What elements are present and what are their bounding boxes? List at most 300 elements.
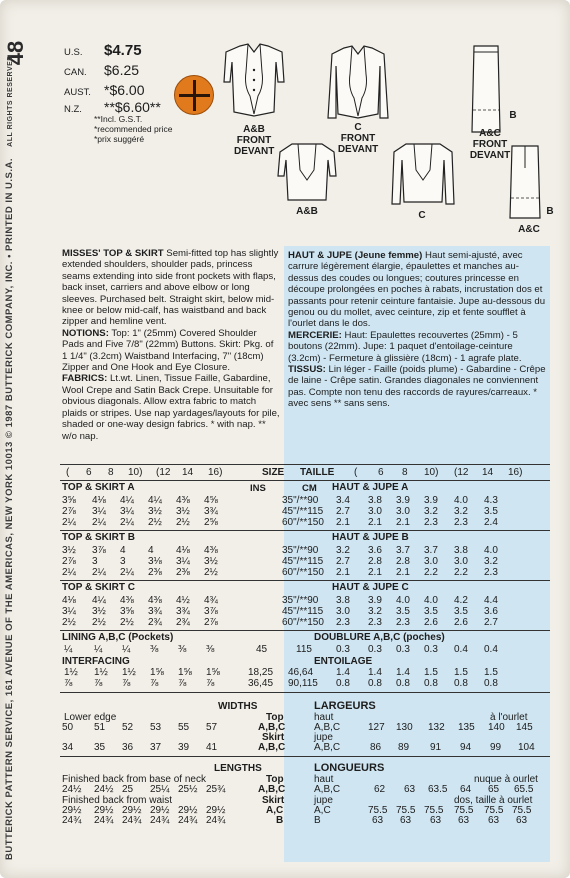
ins-label: INS xyxy=(250,483,266,494)
top-label: Top xyxy=(266,774,284,785)
widths-label: WIDTHS xyxy=(218,701,258,712)
publisher-side-text xyxy=(4,55,15,860)
skirt-label: Skirt xyxy=(262,795,285,806)
pattern-number: 48 xyxy=(3,40,29,66)
yardage-value-fr: 4.3 xyxy=(484,495,498,506)
lining-cm: 115 xyxy=(296,644,312,655)
interfacing-value-fr: 1.5 xyxy=(424,667,438,678)
price-row xyxy=(64,42,174,62)
yardage-value: 2¼ xyxy=(62,517,76,528)
yardage-value: 3¼ xyxy=(92,506,106,517)
width-top-value: 51 xyxy=(94,722,106,733)
yardage-value-fr: 3.0 xyxy=(424,556,438,567)
length-skirt-ac-value-fr: 75.5 xyxy=(454,805,474,816)
lengths-label: LENGTHS xyxy=(214,763,262,774)
tissus-text: Lin léger - Faille (poids plume) - Gabardine - Crêpe de laine - Crêpe satin. Grandes diagonales ne conviennent pas. Compte non tenu des raccords de rayures/carreaux. * avec sens ** sans sens. xyxy=(288,364,546,410)
interfacing-rule xyxy=(60,692,550,693)
yardage-value-fr: 3.2 xyxy=(368,606,382,617)
yardage-value-fr: 2.3 xyxy=(368,617,382,628)
table-top-rule xyxy=(60,464,550,465)
a-lourlet-label: à l'ourlet xyxy=(490,712,528,723)
lining-value: ¼ xyxy=(64,644,73,655)
interfacing-value: ⅞ xyxy=(64,678,73,689)
length-top-value: 25 xyxy=(122,784,134,795)
yardage-value: 2¼ xyxy=(92,567,106,578)
yardage-value-fr: 2.3 xyxy=(484,567,498,578)
french-title: HAUT & JUPE (Jeune femme) xyxy=(288,250,423,261)
width-skirt-value: 36 xyxy=(122,742,134,753)
yardage-value: 3 xyxy=(92,556,98,567)
size-header: (12 xyxy=(156,467,171,478)
size-header-fr: 8 xyxy=(402,467,408,478)
notions-text: Top: 1" (25mm) Covered Shoulder Pads and Five 7/8" (22mm) Buttons. Skirt: Pkg. of 1 1/4" (3.2cm) Waistband Interfacing, 7" (18cm) Zipper and One Hook and Eye Closure. xyxy=(62,327,274,374)
yardage-value-fr: 2.1 xyxy=(396,517,410,528)
interfacing-value-fr: 0.8 xyxy=(368,678,382,689)
caption-c-front: C FRONT DEVANT xyxy=(337,122,379,155)
yardage-value: 3⅛ xyxy=(148,556,162,567)
yardage-value-fr: 3.5 xyxy=(424,606,438,617)
interfacing-width: 36,45 xyxy=(248,678,274,689)
length-top-value: 24½ xyxy=(62,784,82,795)
yardage-value-fr: 3.0 xyxy=(336,606,350,617)
width-top-value: 55 xyxy=(178,722,190,733)
yardage-value: 2¾ xyxy=(176,617,190,628)
length-skirt-b-value: 24¾ xyxy=(150,815,170,826)
section-title-fr: HAUT & JUPE B xyxy=(332,532,409,543)
rights-text: ALL RIGHTS RESERVED xyxy=(7,55,14,147)
size-header: 16) xyxy=(208,467,223,478)
yardage-value: 4⅜ xyxy=(176,495,190,506)
table-header-rule xyxy=(60,480,550,481)
interfacing-value: ⅞ xyxy=(94,678,103,689)
width-top-value: 53 xyxy=(150,722,162,733)
length-skirt-ac-value-fr: 75.5 xyxy=(424,805,444,816)
length-skirt-ac-value: 29½ xyxy=(122,805,142,816)
length-top-value: 24½ xyxy=(94,784,114,795)
price-amount: $4.75 xyxy=(104,42,142,59)
yardage-value-fr: 4.4 xyxy=(484,595,498,606)
interfacing-cm: 46,64 xyxy=(288,667,314,678)
interfacing-value-fr: 1.4 xyxy=(368,667,382,678)
top-views: A,B,C xyxy=(258,722,286,733)
width-skirt-value: 37 xyxy=(150,742,162,753)
section-title: TOP & SKIRT A xyxy=(62,482,135,493)
interfacing-title: INTERFACING xyxy=(62,656,130,667)
width-top-value-fr: 132 xyxy=(428,722,445,733)
price-country: U.S. xyxy=(64,47,83,58)
length-skirt-b-value-fr: 63 xyxy=(372,815,384,826)
yardage-value-fr: 3.7 xyxy=(424,545,438,556)
english-title: MISSES' TOP & SKIRT xyxy=(62,248,164,259)
yardage-value: 4⅛ xyxy=(176,545,190,556)
price-amount: *$6.00 xyxy=(104,82,145,98)
yardage-value-fr: 3.9 xyxy=(424,495,438,506)
caption-ac-front: A&C FRONT DEVANT xyxy=(469,128,511,161)
skirt-views: A,B,C xyxy=(258,742,286,753)
yardage-value-fr: 2.2 xyxy=(454,567,468,578)
widths-rule xyxy=(60,756,550,757)
jacket-ab-front-sketch xyxy=(222,42,286,122)
yardage-value: 4¼ xyxy=(120,495,134,506)
fabric-width: 35"/**90 xyxy=(282,545,319,556)
price-row xyxy=(64,82,174,99)
fabrics-text: Lt.wt. Linen, Tissue Faille, Gabardine, Wool Crepe and Satin Back Crepe. Unsuitable for obvious diagonals. Allow extra fabric to match plaids or stripes. Use nap yardages/layouts for pile, shaded or one-way design fabrics. * with nap. ** w/o nap. xyxy=(62,373,280,442)
size-header: 10) xyxy=(128,467,143,478)
caption-ac-back: A&C xyxy=(518,224,540,235)
caption-ab-back: A&B xyxy=(296,206,318,217)
section-title: TOP & SKIRT B xyxy=(62,532,135,543)
yardage-value: 4⅛ xyxy=(62,595,76,606)
yardage-value-fr: 2.7 xyxy=(484,617,498,628)
yardage-value-fr: 3.0 xyxy=(368,506,382,517)
length-top-value-fr: 63 xyxy=(404,784,416,795)
fabric-width: 45"/**115 xyxy=(282,606,324,617)
width-top-value-fr: 135 xyxy=(458,722,475,733)
yardage-value: 2½ xyxy=(148,517,162,528)
interfacing-value: ⅞ xyxy=(122,678,131,689)
yardage-value: 3¼ xyxy=(62,606,76,617)
lower-edge-label: Lower edge xyxy=(64,712,117,723)
dos-label: dos, taille à ourlet xyxy=(454,795,533,806)
length-skirt-b-value-fr: 63 xyxy=(516,815,528,826)
length-skirt-b-value-fr: 63 xyxy=(400,815,412,826)
yardage-value: 4⅜ xyxy=(148,595,162,606)
width-skirt-value: 35 xyxy=(94,742,106,753)
length-skirt-ac-value: 29½ xyxy=(150,805,170,816)
length-skirt-ac-value: 29½ xyxy=(178,805,198,816)
lining-title: LINING A,B,C (Pockets) xyxy=(62,632,174,643)
english-body: Semi-fitted top has slightly extended shoulders, shoulder pads, princess seams extending into side front pockets with flaps, back inset, carriers and above elbow or long sleeves. Purchased belt. Straight skirt, below mid-knee or below mid-calf, has waistband and back zipper and hemline vent. xyxy=(62,248,279,328)
width-skirt-value-fr: 86 xyxy=(370,742,382,753)
yardage-value-fr: 2.3 xyxy=(336,617,350,628)
lining-value-fr: 0.3 xyxy=(368,644,382,655)
lining-value: ¼ xyxy=(122,644,131,655)
interfacing-value-fr: 1.5 xyxy=(454,667,468,678)
yardage-value: 2⅝ xyxy=(204,517,218,528)
skirt-views-b: B xyxy=(276,815,284,826)
yardage-value: 2⅜ xyxy=(148,567,162,578)
jupe-views-ac: A,C xyxy=(314,805,331,816)
interfacing-value-fr: 0.8 xyxy=(454,678,468,689)
skirt-views-ac: A,C xyxy=(266,805,284,816)
length-skirt-b-value-fr: 63 xyxy=(458,815,470,826)
yardage-value: 2½ xyxy=(120,617,134,628)
french-description xyxy=(288,250,546,410)
fabric-width: 60"/**150 xyxy=(282,567,324,578)
length-skirt-b-value: 24¾ xyxy=(206,815,226,826)
lining-value: ¼ xyxy=(94,644,103,655)
yardage-value-fr: 3.0 xyxy=(396,506,410,517)
length-top-value-fr: 65.5 xyxy=(514,784,534,795)
cm-label: CM xyxy=(302,483,317,494)
taille-label: TAILLE xyxy=(300,467,335,478)
size-header-fr: (12 xyxy=(454,467,469,478)
yardage-value-fr: 2.8 xyxy=(396,556,410,567)
jacket-c-back-sketch xyxy=(390,140,456,210)
interfacing-value-fr: 1.5 xyxy=(484,667,498,678)
fabric-width: 45"/**115 xyxy=(282,506,324,517)
yardage-value: 4 xyxy=(120,545,126,556)
size-header-fr: 16) xyxy=(508,467,523,478)
yardage-value-fr: 3.2 xyxy=(336,545,350,556)
yardage-value-fr: 2.1 xyxy=(368,517,382,528)
lining-value: ⅜ xyxy=(178,644,187,655)
nuque-label: nuque à ourlet xyxy=(474,774,538,785)
yardage-value-fr: 3.4 xyxy=(336,495,350,506)
yardage-value: 4¾ xyxy=(204,595,218,606)
width-top-value-fr: 140 xyxy=(488,722,505,733)
yardage-value-fr: 2.3 xyxy=(396,617,410,628)
yardage-value-fr: 2.7 xyxy=(336,506,350,517)
lining-value-fr: 0.3 xyxy=(396,644,410,655)
width-skirt-value: 41 xyxy=(206,742,218,753)
yardage-value-fr: 2.3 xyxy=(454,517,468,528)
width-skirt-value-fr: 94 xyxy=(460,742,472,753)
jacket-c-front-sketch xyxy=(326,44,390,122)
yardage-value: 2½ xyxy=(204,567,218,578)
price-country: AUST. xyxy=(64,87,91,98)
size-header-fr: 6 xyxy=(378,467,384,478)
french-body: Haut semi-ajusté, avec carrure légèrement élargie, épaulettes et manches au-dessus des coudes ou longues; coutures princesse en découpe prolongées en poches à rabats, incrustation dos et passants pour retenir ceinture fantaisie. Jupe au-dessous du genou ou du mollet, avec ceinture, zip et fente soufflet à l'ourlet dans le dos. xyxy=(288,250,546,330)
width-top-value: 52 xyxy=(122,722,134,733)
interfacing-value: 1⅝ xyxy=(206,667,220,678)
caption-b: B xyxy=(509,110,517,121)
width-skirt-value: 34 xyxy=(62,742,74,753)
width-skirt-value-fr: 91 xyxy=(430,742,442,753)
mercerie-label: MERCERIE: xyxy=(288,329,342,341)
lining-width: 45 xyxy=(256,644,268,655)
notions-label: NOTIONS: xyxy=(62,327,109,339)
width-top-value-fr: 130 xyxy=(396,722,413,733)
skirt-label: Skirt xyxy=(262,732,285,743)
section-rule xyxy=(60,580,550,581)
yardage-value-fr: 3.2 xyxy=(484,556,498,567)
yardage-value-fr: 2.1 xyxy=(336,517,350,528)
jacket-ab-back-sketch xyxy=(276,140,338,204)
fabric-width: 45"/**115 xyxy=(282,556,324,567)
yardage-value-fr: 3.5 xyxy=(396,606,410,617)
yardage-value-fr: 2.8 xyxy=(368,556,382,567)
publisher-address: BUTTERICK PATTERN SERVICE, 161 AVENUE OF THE AMERICAS, NEW YORK 10013 © 1987 BUTTERICK COMPANY, INC. • PRINTED IN U.S.A. xyxy=(4,157,15,860)
yardage-value: 4⅜ xyxy=(120,595,134,606)
length-skirt-b-value-fr: 63 xyxy=(488,815,500,826)
multi-size-cross-icon xyxy=(174,75,214,115)
yardage-value: 2½ xyxy=(62,617,76,628)
interfacing-cm: 90,115 xyxy=(288,678,318,689)
price-note: *recommended price xyxy=(94,124,173,134)
skirt-back-sketch xyxy=(506,144,544,220)
haut-views: A,B,C xyxy=(314,784,341,795)
interfacing-value: 1⅝ xyxy=(150,667,164,678)
yardage-value: 3⅞ xyxy=(204,606,218,617)
interfacing-value-fr: 1.4 xyxy=(396,667,410,678)
yardage-value: 3½ xyxy=(204,556,218,567)
section-title-fr: HAUT & JUPE A xyxy=(332,482,409,493)
longueurs-label: LONGUEURS xyxy=(314,762,385,774)
yardage-value-fr: 2.3 xyxy=(424,517,438,528)
yardage-value-fr: 3.6 xyxy=(368,545,382,556)
length-top-value-fr: 65 xyxy=(488,784,500,795)
price-row xyxy=(64,62,174,82)
interfacing-value-fr: 0.8 xyxy=(396,678,410,689)
caption-ab-front: A&B FRONT DEVANT xyxy=(234,124,275,157)
length-top-value-fr: 63.5 xyxy=(428,784,448,795)
interfacing-value-fr: 0.8 xyxy=(424,678,438,689)
interfacing-value: ⅞ xyxy=(150,678,159,689)
interfacing-value-fr: 1.4 xyxy=(336,667,350,678)
interfacing-value: 1½ xyxy=(122,667,136,678)
yardage-value-fr: 3.8 xyxy=(454,545,468,556)
yardage-value: 3¾ xyxy=(148,606,162,617)
price-country: CAN. xyxy=(64,67,87,78)
interfacing-value: 1½ xyxy=(94,667,108,678)
yardage-value-fr: 3.9 xyxy=(368,595,382,606)
yardage-value: 2⅞ xyxy=(204,617,218,628)
fabrics-label: FABRICS: xyxy=(62,373,108,385)
caption-b-back: B xyxy=(546,206,554,217)
width-skirt-value-fr: 104 xyxy=(518,742,535,753)
width-top-value: 50 xyxy=(62,722,74,733)
lining-value: ⅜ xyxy=(150,644,159,655)
price-note: **Incl. G.S.T. xyxy=(94,114,143,124)
yardage-value: 3½ xyxy=(62,545,76,556)
price-amount: **$6.60** xyxy=(104,99,161,115)
yardage-value-fr: 2.7 xyxy=(336,556,350,567)
size-label: SIZE xyxy=(262,467,285,478)
yardage-value-fr: 4.0 xyxy=(424,595,438,606)
interfacing-value: ⅞ xyxy=(178,678,187,689)
caption-c-back: C xyxy=(418,210,426,221)
yardage-value-fr: 3.7 xyxy=(396,545,410,556)
top-label: Top xyxy=(266,712,284,723)
size-header: 14 xyxy=(182,467,194,478)
length-skirt-ac-value: 29½ xyxy=(62,805,82,816)
yardage-value: 2¼ xyxy=(120,567,134,578)
yardage-value: 4½ xyxy=(176,595,190,606)
haut-label: haut xyxy=(314,712,334,723)
interfacing-value: 1⅝ xyxy=(178,667,192,678)
yardage-value-fr: 4.0 xyxy=(484,545,498,556)
yardage-value-fr: 2.4 xyxy=(484,517,498,528)
yardage-value: 4⅝ xyxy=(204,495,218,506)
english-description xyxy=(62,248,280,442)
lining-title-fr: DOUBLURE A,B,C (poches) xyxy=(314,632,445,643)
yardage-value-fr: 3.0 xyxy=(454,556,468,567)
yardage-value-fr: 4.2 xyxy=(454,595,468,606)
yardage-value-fr: 3.2 xyxy=(454,506,468,517)
yardage-value: 3⅝ xyxy=(62,495,76,506)
largeurs-label: LARGEURS xyxy=(314,700,376,712)
yardage-value: 2¼ xyxy=(120,517,134,528)
length-top-value: 25¾ xyxy=(206,784,226,795)
yardage-value-fr: 3.8 xyxy=(336,595,350,606)
yardage-value: 3½ xyxy=(148,506,162,517)
length-skirt-b-value: 24¾ xyxy=(62,815,82,826)
size-header: ( xyxy=(66,467,70,478)
width-top-value-fr: 127 xyxy=(368,722,385,733)
yardage-value-fr: 3.9 xyxy=(396,495,410,506)
length-skirt-b-value: 24¾ xyxy=(94,815,114,826)
fabric-width: 35"/**90 xyxy=(282,595,319,606)
size-header: 6 xyxy=(86,467,92,478)
yardage-value-fr: 2.1 xyxy=(396,567,410,578)
lining-value-fr: 0.3 xyxy=(424,644,438,655)
price-country: N.Z. xyxy=(64,104,82,115)
yardage-value: 2¼ xyxy=(92,517,106,528)
section-title: TOP & SKIRT C xyxy=(62,582,135,593)
yardage-value: 4⅜ xyxy=(204,545,218,556)
yardage-value: 3¼ xyxy=(120,506,134,517)
price-amount: $6.25 xyxy=(104,62,140,78)
yardage-value: 3¾ xyxy=(176,606,190,617)
length-top-value-fr: 62 xyxy=(374,784,386,795)
yardage-value: 3 xyxy=(120,556,126,567)
length-skirt-b-value: 24¾ xyxy=(122,815,142,826)
interfacing-value-fr: 0.8 xyxy=(484,678,498,689)
lining-value-fr: 0.4 xyxy=(454,644,468,655)
haut-views: A,B,C xyxy=(314,722,341,733)
yardage-value-fr: 2.1 xyxy=(368,567,382,578)
top-views: A,B,C xyxy=(258,784,286,795)
yardage-value: 3⅝ xyxy=(120,606,134,617)
price-row xyxy=(64,99,174,114)
section-title-fr: HAUT & JUPE C xyxy=(332,582,409,593)
lining-value: ⅜ xyxy=(206,644,215,655)
yardage-value-fr: 3.2 xyxy=(424,506,438,517)
lining-rule xyxy=(60,630,550,631)
yardage-value: 4¼ xyxy=(92,595,106,606)
interfacing-value: 1½ xyxy=(64,667,78,678)
yardage-value: 3¾ xyxy=(204,506,218,517)
yardage-value: 2⅞ xyxy=(62,556,76,567)
yardage-value-fr: 2.6 xyxy=(424,617,438,628)
length-skirt-ac-value-fr: 75.5 xyxy=(512,805,532,816)
width-top-value-fr: 145 xyxy=(516,722,533,733)
mercerie-text: Haut: Epaulettes recouvertes (25mm) - 5 boutons (22mm). Jupe: 1 paquet d'entoilage-ceinture (3.2cm) - Fermeture à glissière (18cm) - 1 agrafe plate. xyxy=(288,329,522,364)
yardage-value: 2¼ xyxy=(62,567,76,578)
yardage-value-fr: 2.2 xyxy=(424,567,438,578)
yardage-value: 2½ xyxy=(176,517,190,528)
interfacing-title-fr: ENTOILAGE xyxy=(314,656,373,667)
size-header: 8 xyxy=(108,467,114,478)
yardage-value: 3¼ xyxy=(176,556,190,567)
interfacing-width: 18,25 xyxy=(248,667,274,678)
yardage-value-fr: 2.6 xyxy=(454,617,468,628)
yardage-value: 4⅛ xyxy=(92,495,106,506)
yardage-value: 4 xyxy=(148,545,154,556)
width-top-value: 57 xyxy=(206,722,218,733)
yardage-value-fr: 4.0 xyxy=(454,495,468,506)
yardage-value-fr: 3.8 xyxy=(368,495,382,506)
yardage-value: 2½ xyxy=(92,617,106,628)
price-list xyxy=(64,42,174,144)
width-skirt-value: 39 xyxy=(178,742,190,753)
jupe-views: A,B,C xyxy=(314,742,341,753)
length-top-value-fr: 64 xyxy=(460,784,472,795)
size-header-fr: ( xyxy=(354,467,358,478)
jupe-label: jupe xyxy=(314,795,333,806)
price-note: *prix suggéré xyxy=(94,134,145,144)
length-skirt-b-value-fr: 63 xyxy=(430,815,442,826)
yardage-value: 3½ xyxy=(176,506,190,517)
yardage-value-fr: 3.5 xyxy=(484,506,498,517)
jupe-views-b: B xyxy=(314,815,321,826)
length-skirt-ac-value: 29½ xyxy=(206,805,226,816)
lining-value-fr: 0.4 xyxy=(484,644,498,655)
yardage-value-fr: 3.5 xyxy=(454,606,468,617)
interfacing-value-fr: 0.8 xyxy=(336,678,350,689)
fabric-width: 60"/**150 xyxy=(282,617,324,628)
